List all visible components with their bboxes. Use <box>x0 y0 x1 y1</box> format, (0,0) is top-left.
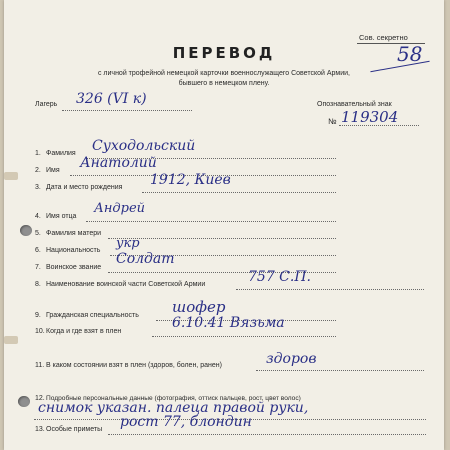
field-11-label: В каком состоянии взят в плен (здоров, болен, ранен) <box>46 362 222 369</box>
field-2-label: Имя <box>46 167 60 174</box>
punch-hole-bottom <box>18 396 30 407</box>
document-subtitle-1: с личной трофейной немецкой карточки военнослужащего Советской Армии, <box>97 70 351 77</box>
field-5-line <box>108 238 336 239</box>
field-11-value: здоров <box>266 351 317 367</box>
field-10-value: 6.10.41 Вязьма <box>172 315 285 331</box>
field-1-number: 1. <box>35 150 41 157</box>
field-7-value: Солдат <box>116 251 175 267</box>
document-title: ПЕРЕВОД <box>172 44 276 62</box>
field-13-value: рост 77, блондин <box>120 414 252 430</box>
field-8-value: 757 С.П. <box>248 269 311 285</box>
camp-label: Лагерь <box>35 101 58 108</box>
field-2-number: 2. <box>35 167 41 174</box>
field-5-label: Фамилия матери <box>46 230 102 237</box>
field-13-line <box>108 434 426 435</box>
field-7-label: Воинское звание <box>46 264 102 271</box>
field-1-label: Фамилия <box>46 150 76 157</box>
field-9-label: Гражданская специальность <box>46 312 139 319</box>
field-7-number: 7. <box>35 264 41 271</box>
field-4-label: Имя отца <box>46 213 77 220</box>
field-1-value: Суходольский <box>92 138 196 154</box>
tag-label: Опознавательный знак <box>317 101 392 108</box>
field-9-number: 9. <box>35 312 41 319</box>
field-6-value: укр <box>116 236 140 251</box>
staple-mark <box>4 336 18 344</box>
field-10-number: 10. <box>35 328 45 335</box>
field-10-label: Когда и где взят в плен <box>46 328 122 335</box>
field-8-number: 8. <box>35 281 41 288</box>
field-3-value: 1912, Киев <box>150 172 231 188</box>
field-6-number: 6. <box>35 247 41 254</box>
field-13-number: 13. <box>35 426 45 433</box>
field-4-value: Андрей <box>94 201 146 216</box>
staple-mark <box>4 172 18 180</box>
field-5-number: 5. <box>35 230 41 237</box>
field-3-number: 3. <box>35 184 41 191</box>
field-9-value: шофер <box>172 298 226 316</box>
field-8-line <box>236 289 424 290</box>
field-12-value: снимок указан. палеца правой руки, <box>38 400 309 416</box>
field-8-label: Наименование воинской части Советской Армии <box>46 281 206 288</box>
field-11-line <box>256 370 424 371</box>
camp-value: 326 (VI к) <box>76 91 147 107</box>
field-10-line <box>152 336 336 337</box>
field-3-label: Дата и место рождения <box>46 184 123 191</box>
field-12-number: 12. <box>35 395 45 402</box>
field-12-label: Подробные персональные данные (фотография, оттиск пальцев, рост, цвет волос) <box>46 395 301 402</box>
field-4-number: 4. <box>35 213 41 220</box>
field-13-label: Особые приметы <box>46 426 103 433</box>
field-2-value: Анатолий <box>80 155 157 171</box>
field-11-number: 11. <box>35 362 45 369</box>
field-4-line <box>86 221 336 222</box>
camp-line <box>62 110 192 111</box>
field-6-label: Национальность <box>46 247 101 254</box>
secret-stamp: Сов. секретно <box>359 33 408 42</box>
page-number: 58 <box>397 42 423 66</box>
tag-value: 119304 <box>341 108 399 126</box>
field-3-line <box>142 192 336 193</box>
document-subtitle-2: бывшего в немецком плену. <box>178 80 270 87</box>
punch-hole-top <box>20 225 32 236</box>
document-sheet <box>4 0 444 450</box>
tag-prefix: № <box>328 117 337 126</box>
